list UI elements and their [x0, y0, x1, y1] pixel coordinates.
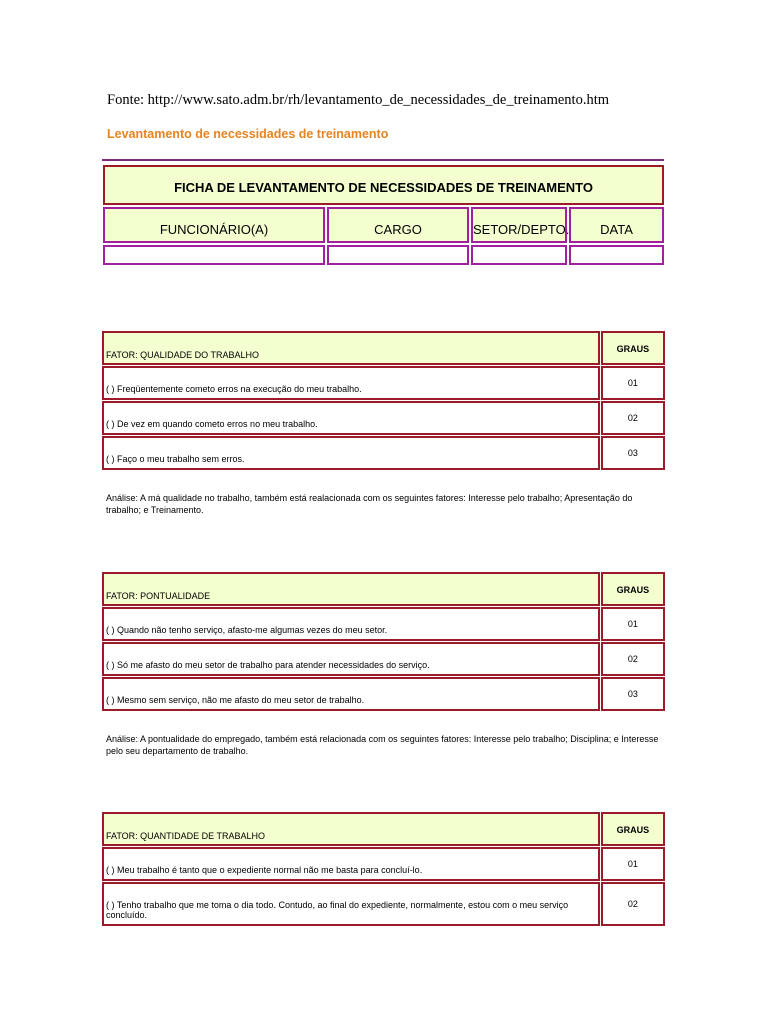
option-item[interactable]: ( ) Tenho trabalho que me toma o dia todo. Contudo, ao final do expediente, normalmente, estou com o meu serviço concluído.	[102, 882, 600, 926]
column-setor: SETOR/DEPTO.	[471, 207, 567, 243]
grade-value: 02	[601, 401, 665, 435]
option-item[interactable]: ( ) Faço o meu trabalho sem erros.	[102, 436, 600, 470]
column-funcionario: FUNCIONÁRIO(A)	[103, 207, 325, 243]
source-line: Fonte: http://www.sato.adm.br/rh/levantamento_de_necessidades_de_treinamento.htm	[107, 92, 610, 108]
grade-value: 01	[601, 847, 665, 881]
grade-value: 01	[601, 366, 665, 400]
grades-header: GRAUS	[601, 331, 665, 365]
analise-text: Análise: A pontualidade do empregado, também está relacionada com os seguintes fatores: Interesse pelo trabalho; Disciplina; e Interesse pelo seu departamento de trabalho.	[106, 734, 659, 756]
factor-quantidade-table	[101, 811, 666, 927]
grade-value: 03	[601, 436, 665, 470]
field-funcionario[interactable]	[103, 245, 325, 265]
grade-value: 01	[601, 607, 665, 641]
grade-value: 02	[601, 882, 665, 926]
grades-header: GRAUS	[601, 812, 665, 846]
factor-pontualidade-table	[101, 571, 666, 712]
factor-header: FATOR: QUANTIDADE DE TRABALHO	[102, 812, 600, 846]
option-item[interactable]: ( ) Quando não tenho serviço, afasto-me algumas vezes do meu setor.	[102, 607, 600, 641]
grade-value: 03	[601, 677, 665, 711]
option-item[interactable]: ( ) Mesmo sem serviço, não me afasto do meu setor de trabalho.	[102, 677, 600, 711]
ficha-title: FICHA DE LEVANTAMENTO DE NECESSIDADES DE TREINAMENTO	[103, 165, 664, 205]
ficha-table	[101, 163, 666, 267]
option-item[interactable]: ( ) Freqüentemente cometo erros na execução do meu trabalho.	[102, 366, 600, 400]
factor-header: FATOR: QUALIDADE DO TRABALHO	[102, 331, 600, 365]
divider-line	[102, 159, 664, 161]
column-cargo: CARGO	[327, 207, 469, 243]
grade-value: 02	[601, 642, 665, 676]
option-item[interactable]: ( ) De vez em quando cometo erros no meu trabalho.	[102, 401, 600, 435]
document-title: Levantamento de necessidades de treinamento	[107, 127, 389, 141]
field-data[interactable]	[569, 245, 664, 265]
option-item[interactable]: ( ) Meu trabalho é tanto que o expediente normal não me basta para concluí-lo.	[102, 847, 600, 881]
field-cargo[interactable]	[327, 245, 469, 265]
option-item[interactable]: ( ) Só me afasto do meu setor de trabalho para atender necessidades do serviço.	[102, 642, 600, 676]
column-data: DATA	[569, 207, 664, 243]
factor-qualidade-table	[101, 330, 666, 471]
grades-header: GRAUS	[601, 572, 665, 606]
analise-text: Análise: A má qualidade no trabalho, também está realacionada com os seguintes fatores: Interesse pelo trabalho; Apresentação do trabalho; e Treinamento.	[106, 493, 633, 515]
factor-header: FATOR: PONTUALIDADE	[102, 572, 600, 606]
field-setor[interactable]	[471, 245, 567, 265]
